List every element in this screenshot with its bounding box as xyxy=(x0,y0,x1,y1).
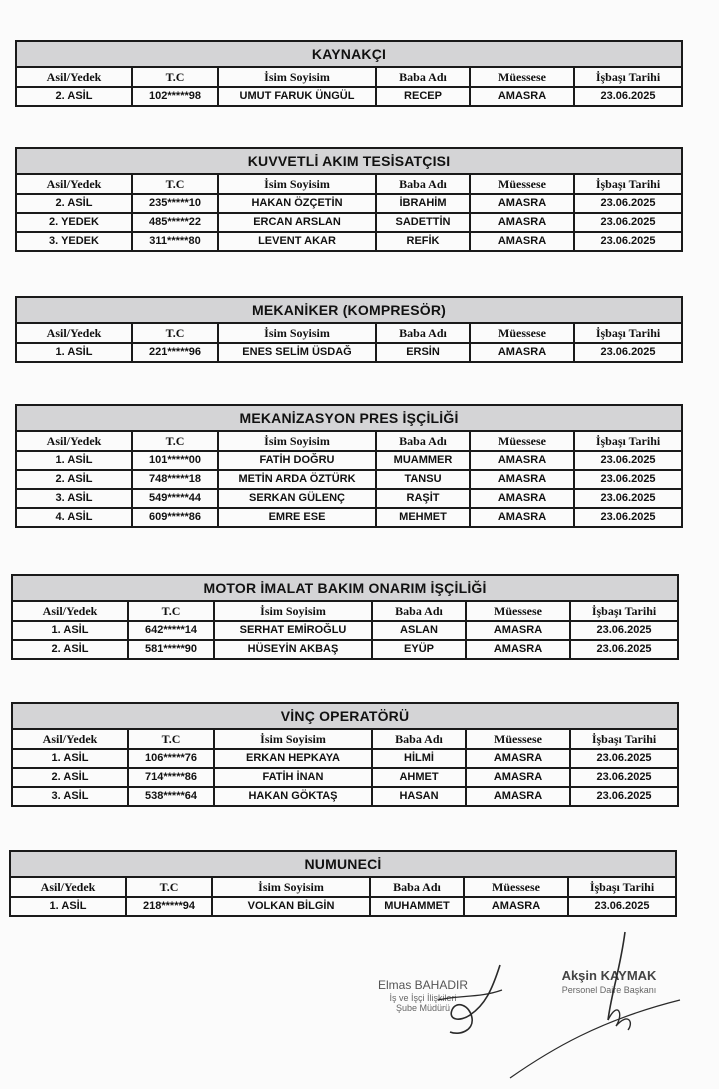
col-header-institution: Müessese xyxy=(464,877,568,897)
cell-name: UMUT FARUK ÜNGÜL xyxy=(218,87,376,106)
cell-role: 3. ASİL xyxy=(12,787,128,806)
cell-institution: AMASRA xyxy=(470,489,574,508)
cell-name: HAKAN ÖZÇETİN xyxy=(218,194,376,213)
col-header-institution: Müessese xyxy=(470,67,574,87)
cell-institution: AMASRA xyxy=(470,87,574,106)
col-header-name: İsim Soyisim xyxy=(218,323,376,343)
cell-father: MUHAMMET xyxy=(370,897,464,916)
col-header-institution: Müessese xyxy=(466,729,570,749)
cell-name: LEVENT AKAR xyxy=(218,232,376,251)
cell-father: TANSU xyxy=(376,470,470,489)
col-header-start: İşbaşı Tarihi xyxy=(574,431,682,451)
cell-role: 3. YEDEK xyxy=(16,232,132,251)
cell-start: 23.06.2025 xyxy=(574,470,682,489)
cell-name: ENES SELİM ÜSDAĞ xyxy=(218,343,376,362)
col-header-name: İsim Soyisim xyxy=(218,67,376,87)
cell-institution: AMASRA xyxy=(464,897,568,916)
cell-start: 23.06.2025 xyxy=(574,213,682,232)
staff-table xyxy=(11,574,679,660)
col-header-father: Baba Adı xyxy=(376,323,470,343)
col-header-start: İşbaşı Tarihi xyxy=(570,729,678,749)
signature-scribble-1 xyxy=(430,960,510,1040)
cell-role: 1. ASİL xyxy=(10,897,126,916)
cell-name: SERHAT EMİROĞLU xyxy=(214,621,372,640)
col-header-role: Asil/Yedek xyxy=(16,174,132,194)
col-header-tc: T.C xyxy=(132,67,218,87)
table-row xyxy=(12,768,678,787)
cell-start: 23.06.2025 xyxy=(570,621,678,640)
cell-father: HİLMİ xyxy=(372,749,466,768)
cell-institution: AMASRA xyxy=(466,749,570,768)
col-header-start: İşbaşı Tarihi xyxy=(568,877,676,897)
cell-tc: 714*****86 xyxy=(128,768,214,787)
cell-father: AHMET xyxy=(372,768,466,787)
cell-father: RAŞİT xyxy=(376,489,470,508)
cell-tc: 485*****22 xyxy=(132,213,218,232)
cell-role: 1. ASİL xyxy=(12,621,128,640)
col-header-role: Asil/Yedek xyxy=(10,877,126,897)
staff-table xyxy=(15,404,683,528)
cell-role: 2. ASİL xyxy=(16,470,132,489)
cell-role: 2. ASİL xyxy=(12,768,128,787)
cell-tc: 581*****90 xyxy=(128,640,214,659)
cell-role: 2. ASİL xyxy=(16,87,132,106)
cell-role: 4. ASİL xyxy=(16,508,132,527)
table-row xyxy=(12,749,678,768)
table-row xyxy=(16,470,682,489)
cell-tc: 609*****86 xyxy=(132,508,218,527)
col-header-father: Baba Adı xyxy=(372,601,466,621)
cell-name: EMRE ESE xyxy=(218,508,376,527)
col-header-father: Baba Adı xyxy=(370,877,464,897)
col-header-name: İsim Soyisim xyxy=(214,601,372,621)
header-row xyxy=(16,431,682,451)
section-mekanizasyon xyxy=(15,404,681,528)
cell-institution: AMASRA xyxy=(470,508,574,527)
cell-start: 23.06.2025 xyxy=(574,87,682,106)
cell-tc: 311*****80 xyxy=(132,232,218,251)
section-motor-imalat xyxy=(11,574,677,660)
header-row xyxy=(16,323,682,343)
cell-start: 23.06.2025 xyxy=(574,451,682,470)
col-header-role: Asil/Yedek xyxy=(16,323,132,343)
col-header-father: Baba Adı xyxy=(376,431,470,451)
cell-father: REFİK xyxy=(376,232,470,251)
table-row xyxy=(12,787,678,806)
cell-role: 2. ASİL xyxy=(12,640,128,659)
cell-father: MUAMMER xyxy=(376,451,470,470)
cell-father: RECEP xyxy=(376,87,470,106)
section-title: VİNÇ OPERATÖRÜ xyxy=(12,703,678,729)
cell-tc: 221*****96 xyxy=(132,343,218,362)
col-header-institution: Müessese xyxy=(470,431,574,451)
cell-institution: AMASRA xyxy=(470,343,574,362)
cell-name: ERCAN ARSLAN xyxy=(218,213,376,232)
col-header-role: Asil/Yedek xyxy=(12,729,128,749)
staff-table xyxy=(15,296,683,363)
cell-start: 23.06.2025 xyxy=(570,749,678,768)
staff-table xyxy=(15,147,683,252)
signatory-title: Personel Daire Başkanı xyxy=(561,985,657,995)
cell-role: 1. ASİL xyxy=(16,451,132,470)
cell-start: 23.06.2025 xyxy=(574,232,682,251)
col-header-name: İsim Soyisim xyxy=(214,729,372,749)
col-header-name: İsim Soyisim xyxy=(218,431,376,451)
cell-start: 23.06.2025 xyxy=(570,768,678,787)
table-row xyxy=(12,640,678,659)
col-header-tc: T.C xyxy=(128,601,214,621)
section-kuvvetli-akim xyxy=(15,147,681,252)
cell-institution: AMASRA xyxy=(466,787,570,806)
col-header-name: İsim Soyisim xyxy=(212,877,370,897)
cell-role: 3. ASİL xyxy=(16,489,132,508)
cell-institution: AMASRA xyxy=(470,470,574,489)
cell-institution: AMASRA xyxy=(470,194,574,213)
cell-name: HÜSEYİN AKBAŞ xyxy=(214,640,372,659)
col-header-role: Asil/Yedek xyxy=(16,431,132,451)
table-row xyxy=(16,343,682,362)
section-kaynakci xyxy=(15,40,681,107)
table-row xyxy=(16,232,682,251)
cell-start: 23.06.2025 xyxy=(568,897,676,916)
col-header-role: Asil/Yedek xyxy=(16,67,132,87)
col-header-start: İşbaşı Tarihi xyxy=(574,67,682,87)
cell-role: 2. YEDEK xyxy=(16,213,132,232)
staff-table xyxy=(11,702,679,807)
cell-institution: AMASRA xyxy=(466,768,570,787)
col-header-institution: Müessese xyxy=(470,323,574,343)
cell-tc: 549*****44 xyxy=(132,489,218,508)
cell-name: ERKAN HEPKAYA xyxy=(214,749,372,768)
table-row xyxy=(16,213,682,232)
header-row xyxy=(16,67,682,87)
section-title: KUVVETLİ AKIM TESİSATÇISI xyxy=(16,148,682,174)
cell-tc: 102*****98 xyxy=(132,87,218,106)
header-row xyxy=(10,877,676,897)
col-header-start: İşbaşı Tarihi xyxy=(574,174,682,194)
header-row xyxy=(12,601,678,621)
col-header-start: İşbaşı Tarihi xyxy=(574,323,682,343)
cell-start: 23.06.2025 xyxy=(570,640,678,659)
cell-tc: 218*****94 xyxy=(126,897,212,916)
section-vinc-operatoru xyxy=(11,702,677,807)
cell-role: 2. ASİL xyxy=(16,194,132,213)
cell-father: İBRAHİM xyxy=(376,194,470,213)
table-row xyxy=(16,489,682,508)
col-header-role: Asil/Yedek xyxy=(12,601,128,621)
col-header-tc: T.C xyxy=(132,174,218,194)
section-title: KAYNAKÇI xyxy=(16,41,682,67)
section-title: MEKANİZASYON PRES İŞÇİLİĞİ xyxy=(16,405,682,431)
col-header-institution: Müessese xyxy=(470,174,574,194)
signature-scribble-2 xyxy=(500,930,690,1080)
cell-tc: 235*****10 xyxy=(132,194,218,213)
signatory-title: Şube Müdürü xyxy=(395,1003,451,1013)
cell-father: ASLAN xyxy=(372,621,466,640)
col-header-father: Baba Adı xyxy=(372,729,466,749)
cell-father: EYÜP xyxy=(372,640,466,659)
cell-role: 1. ASİL xyxy=(16,343,132,362)
col-header-institution: Müessese xyxy=(466,601,570,621)
signatory-title: İş ve İşçi İlişkileri xyxy=(389,993,457,1003)
cell-tc: 642*****14 xyxy=(128,621,214,640)
cell-institution: AMASRA xyxy=(466,640,570,659)
staff-table xyxy=(9,850,677,917)
cell-name: SERKAN GÜLENÇ xyxy=(218,489,376,508)
cell-role: 1. ASİL xyxy=(12,749,128,768)
cell-tc: 538*****64 xyxy=(128,787,214,806)
cell-start: 23.06.2025 xyxy=(574,508,682,527)
col-header-father: Baba Adı xyxy=(376,67,470,87)
cell-start: 23.06.2025 xyxy=(574,194,682,213)
cell-institution: AMASRA xyxy=(470,451,574,470)
col-header-tc: T.C xyxy=(126,877,212,897)
section-title: MEKANİKER (KOMPRESÖR) xyxy=(16,297,682,323)
cell-start: 23.06.2025 xyxy=(574,489,682,508)
col-header-tc: T.C xyxy=(128,729,214,749)
section-numuneci xyxy=(9,850,675,917)
cell-start: 23.06.2025 xyxy=(570,787,678,806)
cell-father: HASAN xyxy=(372,787,466,806)
cell-tc: 748*****18 xyxy=(132,470,218,489)
cell-name: FATİH DOĞRU xyxy=(218,451,376,470)
cell-name: HAKAN GÖKTAŞ xyxy=(214,787,372,806)
col-header-name: İsim Soyisim xyxy=(218,174,376,194)
table-row xyxy=(16,87,682,106)
section-mekaniker xyxy=(15,296,681,363)
cell-name: FATİH İNAN xyxy=(214,768,372,787)
table-row xyxy=(16,508,682,527)
cell-father: MEHMET xyxy=(376,508,470,527)
table-row xyxy=(12,621,678,640)
staff-table xyxy=(15,40,683,107)
col-header-tc: T.C xyxy=(132,323,218,343)
cell-tc: 106*****76 xyxy=(128,749,214,768)
table-row xyxy=(16,194,682,213)
col-header-father: Baba Adı xyxy=(376,174,470,194)
cell-father: SADETTİN xyxy=(376,213,470,232)
col-header-start: İşbaşı Tarihi xyxy=(570,601,678,621)
signatory-name: Akşin KAYMAK xyxy=(561,968,657,983)
header-row xyxy=(16,174,682,194)
signatory-name: Elmas BAHADIR xyxy=(377,978,469,992)
table-row xyxy=(10,897,676,916)
cell-tc: 101*****00 xyxy=(132,451,218,470)
section-title: MOTOR İMALAT BAKIM ONARIM İŞÇİLİĞİ xyxy=(12,575,678,601)
cell-name: METİN ARDA ÖZTÜRK xyxy=(218,470,376,489)
cell-start: 23.06.2025 xyxy=(574,343,682,362)
header-row xyxy=(12,729,678,749)
cell-institution: AMASRA xyxy=(466,621,570,640)
cell-institution: AMASRA xyxy=(470,213,574,232)
col-header-tc: T.C xyxy=(132,431,218,451)
cell-name: VOLKAN BİLGİN xyxy=(212,897,370,916)
cell-institution: AMASRA xyxy=(470,232,574,251)
cell-father: ERSİN xyxy=(376,343,470,362)
section-title: NUMUNECİ xyxy=(10,851,676,877)
table-row xyxy=(16,451,682,470)
